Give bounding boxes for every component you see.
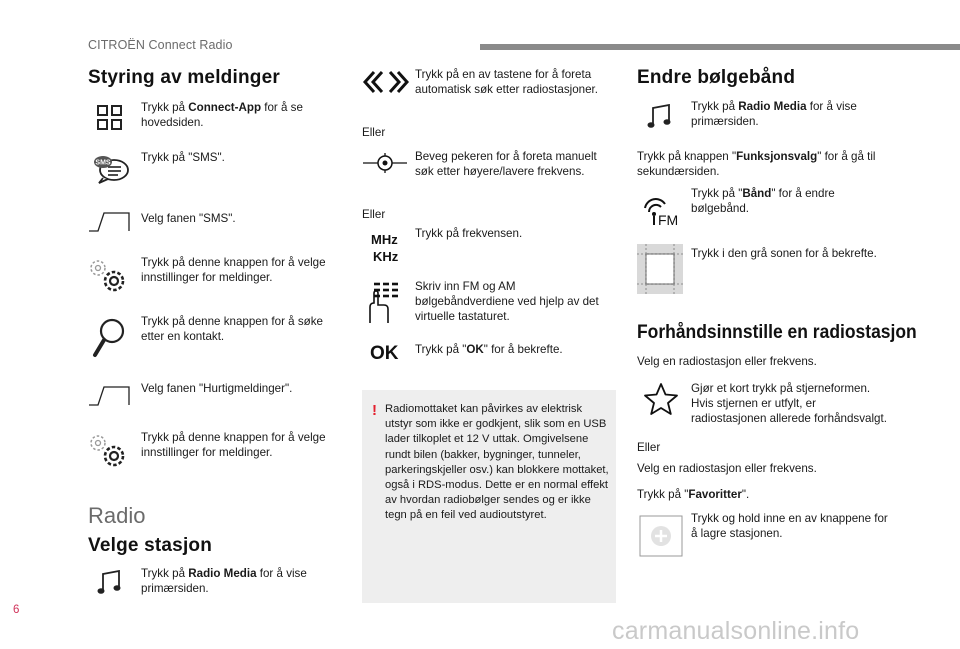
text-eller: Eller: [362, 126, 386, 139]
khz-label: KHz: [373, 249, 399, 264]
sms-icon: [91, 152, 131, 186]
tab-icon: [88, 386, 130, 406]
heading-styring-av-meldinger: Styring av meldinger: [88, 67, 280, 88]
heading-endre-bolgebaand: Endre bølgebånd: [637, 67, 796, 88]
text-favoritter: Trykk på "Favoritter".: [637, 488, 750, 501]
keypad-icon: [366, 281, 400, 325]
star-icon: [643, 382, 679, 416]
text-trykk-ok: Trykk på "OK" for å bekrefte.: [415, 343, 563, 356]
text-trykk-band: Trykk på "Bånd" for å endre bølgebånd.: [691, 187, 835, 216]
text-virtuelt-tastatur: Skriv inn FM og AM bølgebåndverdiene ved hjelp av det virtuelle tastaturet.: [415, 280, 599, 324]
text-innstillinger-2: Trykk på denne knappen for å velge innstillinger for meldinger.: [141, 431, 326, 460]
text-velg-fanen-sms: Velg fanen "SMS".: [141, 212, 236, 225]
grey-zone-icon: [637, 244, 683, 294]
manual-header-title: CITROËN Connect Radio: [88, 38, 233, 52]
tab-icon: [88, 212, 130, 232]
warning-icon: !: [372, 402, 377, 419]
header-bar: [480, 44, 960, 50]
text-radio-media-2: Trykk på Radio Media for å vise primærsiden.: [691, 100, 857, 129]
music-note-icon: [97, 570, 123, 596]
text-eller: Eller: [637, 441, 661, 454]
section-title-radio: Radio: [88, 503, 146, 528]
settings-icon: [88, 433, 128, 469]
text-velg-stasjon-2: Velg en radiostasjon eller frekvens.: [637, 462, 817, 475]
warning-note-text: Radiomottaket kan påvirkes av elektrisk utstyr som ikke er godkjent, slik som en USB lader tilkoplet et 12 V uttak. Omgivelsene rundt bilen (bakker, bygninger, tunneler, parkeringskjeller osv.) kan blokkere mottaket, også i RDS-modus. Dette er en normal effekt av hvordan radiobølger sendes og er ikke tegn på en feil ved audioutstyret.: [385, 403, 609, 522]
text-velg-stasjon-1: Velg en radiostasjon eller frekvens.: [637, 355, 817, 368]
text-funksjonsvalg: Trykk på knappen "Funksjonsvalg" for å gå til sekundærsiden.: [637, 150, 876, 179]
heading-velge-stasjon: Velge stasjon: [88, 535, 213, 556]
ok-icon: OK: [370, 343, 399, 364]
settings-icon: [88, 258, 128, 294]
connect-app-icon: [97, 105, 123, 131]
fm-icon-label: FM: [658, 212, 679, 228]
music-note-icon: [647, 104, 673, 130]
fm-band-icon: [641, 194, 683, 228]
text-innstillinger-1: Trykk på denne knappen for å velge innstillinger for meldinger.: [141, 256, 326, 285]
text-stjerneform: Gjør et kort trykk på stjerneformen. Hvis stjernen er utfylt, er radiostasjonen allerede forhåndsvalgt.: [691, 382, 887, 426]
text-gra-sonen: Trykk i den grå sonen for å bekrefte.: [691, 247, 877, 260]
text-velg-fanen-hurtig: Velg fanen "Hurtigmeldinger".: [141, 382, 293, 395]
frequency-unit-icon: [371, 231, 398, 265]
text-connect-app: Trykk på Connect-App for å se hovedsiden.: [141, 101, 303, 130]
page-number: 6: [13, 604, 20, 616]
slider-icon: [362, 152, 408, 174]
add-preset-icon: [639, 515, 683, 557]
text-trykk-frekvens: Trykk på frekvensen.: [415, 227, 523, 240]
mhz-label: MHz: [371, 232, 398, 247]
seek-chevrons-icon: [362, 70, 410, 94]
text-lagre-stasjon: Trykk og hold inne en av knappene for å lagre stasjonen.: [691, 512, 888, 541]
text-sok-kontakt: Trykk på denne knappen for å søke etter en kontakt.: [141, 315, 323, 344]
text-radio-media: Trykk på Radio Media for å vise primærsiden.: [141, 567, 307, 596]
text-trykk-sms: Trykk på "SMS".: [141, 151, 225, 164]
watermark: carmanualsonline.info: [612, 617, 860, 645]
search-icon: [92, 318, 126, 358]
heading-forhandsinnstille: Forhåndsinnstille en radiostasjon: [637, 322, 917, 343]
text-manuelt-sok: Beveg pekeren for å foreta manuelt søk etter høyere/lavere frekvens.: [415, 150, 597, 179]
sms-icon-label: SMS: [95, 159, 111, 167]
text-auto-sok: Trykk på en av tastene for å foreta automatisk søk etter radiostasjoner.: [415, 68, 599, 97]
text-eller: Eller: [362, 208, 386, 221]
